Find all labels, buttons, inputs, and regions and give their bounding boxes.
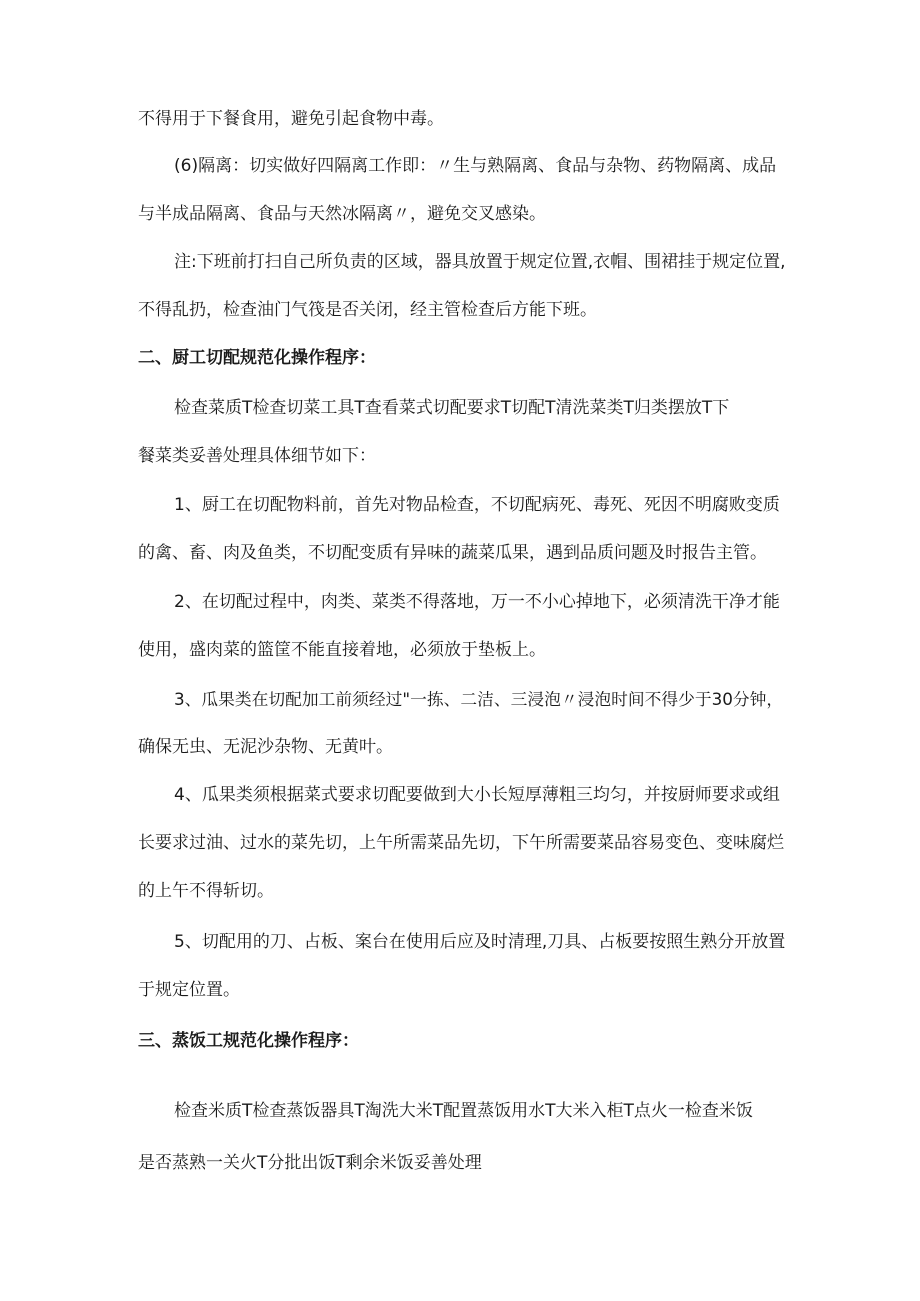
- text-line: 4、瓜果类须根据菜式要求切配要做到大小长短厚薄粗三均匀，并按厨师要求或组: [174, 785, 780, 805]
- text-line: 2、在切配过程中，肉类、菜类不得落地，万一不小心掉地下，必须清洗干净才能: [174, 592, 780, 612]
- text-line: 确保无虫、无泥沙杂物、无黄叶。: [138, 737, 393, 757]
- text-line: 5、切配用的刀、占板、案台在使用后应及时清理,刀具、占板要按照生熟分开放置: [174, 932, 786, 952]
- text-line: 不得乱扔，检查油门气筏是否关闭，经主管检查后方能下班。: [138, 300, 597, 320]
- text-line: 的上午不得斩切。: [138, 881, 274, 901]
- text-line: 注:下班前打扫自己所负责的区域，器具放置于规定位置,衣帽、围裙挂于规定位置,: [174, 252, 786, 272]
- section-heading: 三、蒸饭工规范化操作程序：: [138, 1031, 359, 1051]
- text-line: 3、瓜果类在切配加工前须经过"一拣、二洁、三浸泡〃浸泡时间不得少于30分钟，: [174, 689, 784, 709]
- text-line: 1、厨工在切配物料前，首先对物品检查，不切配病死、毒死、死因不明腐败变质: [174, 495, 780, 515]
- text-line: 不得用于下餐食用，避免引起食物中毒。: [138, 109, 444, 129]
- section-heading: 二、厨工切配规范化操作程序：: [138, 348, 376, 368]
- text-line: 检查米质T检查蒸饭器具T淘洗大米T配置蒸饭用水T大米入柜T点火一检查米饭: [174, 1101, 753, 1121]
- text-line: 使用，盛肉菜的篮筐不能直接着地，必须放于垫板上。: [138, 640, 546, 660]
- text-line: 长要求过油、过水的菜先切，上午所需菜品先切，下午所需要菜品容易变色、变味腐烂: [138, 833, 784, 853]
- text-line: 的禽、畜、肉及鱼类，不切配变质有异味的蔬菜瓜果，遇到品质问题及时报告主管。: [138, 543, 767, 563]
- text-line: 检查菜质T检查切菜工具T查看菜式切配要求T切配T清洗菜类T归类摆放T下: [174, 398, 730, 418]
- text-line: 于规定位置。: [138, 980, 240, 1000]
- text-line: (6)隔离：切实做好四隔离工作即：〃生与熟隔离、食品与杂物、药物隔离、成品: [174, 156, 777, 176]
- text-line: 餐菜类妥善处理具体细节如下：: [138, 446, 376, 466]
- text-line: 与半成品隔离、食品与天然冰隔离〃，避免交叉感染。: [138, 204, 546, 224]
- text-line: 是否蒸熟一关火T分批出饭T剩余米饭妥善处理: [138, 1153, 482, 1173]
